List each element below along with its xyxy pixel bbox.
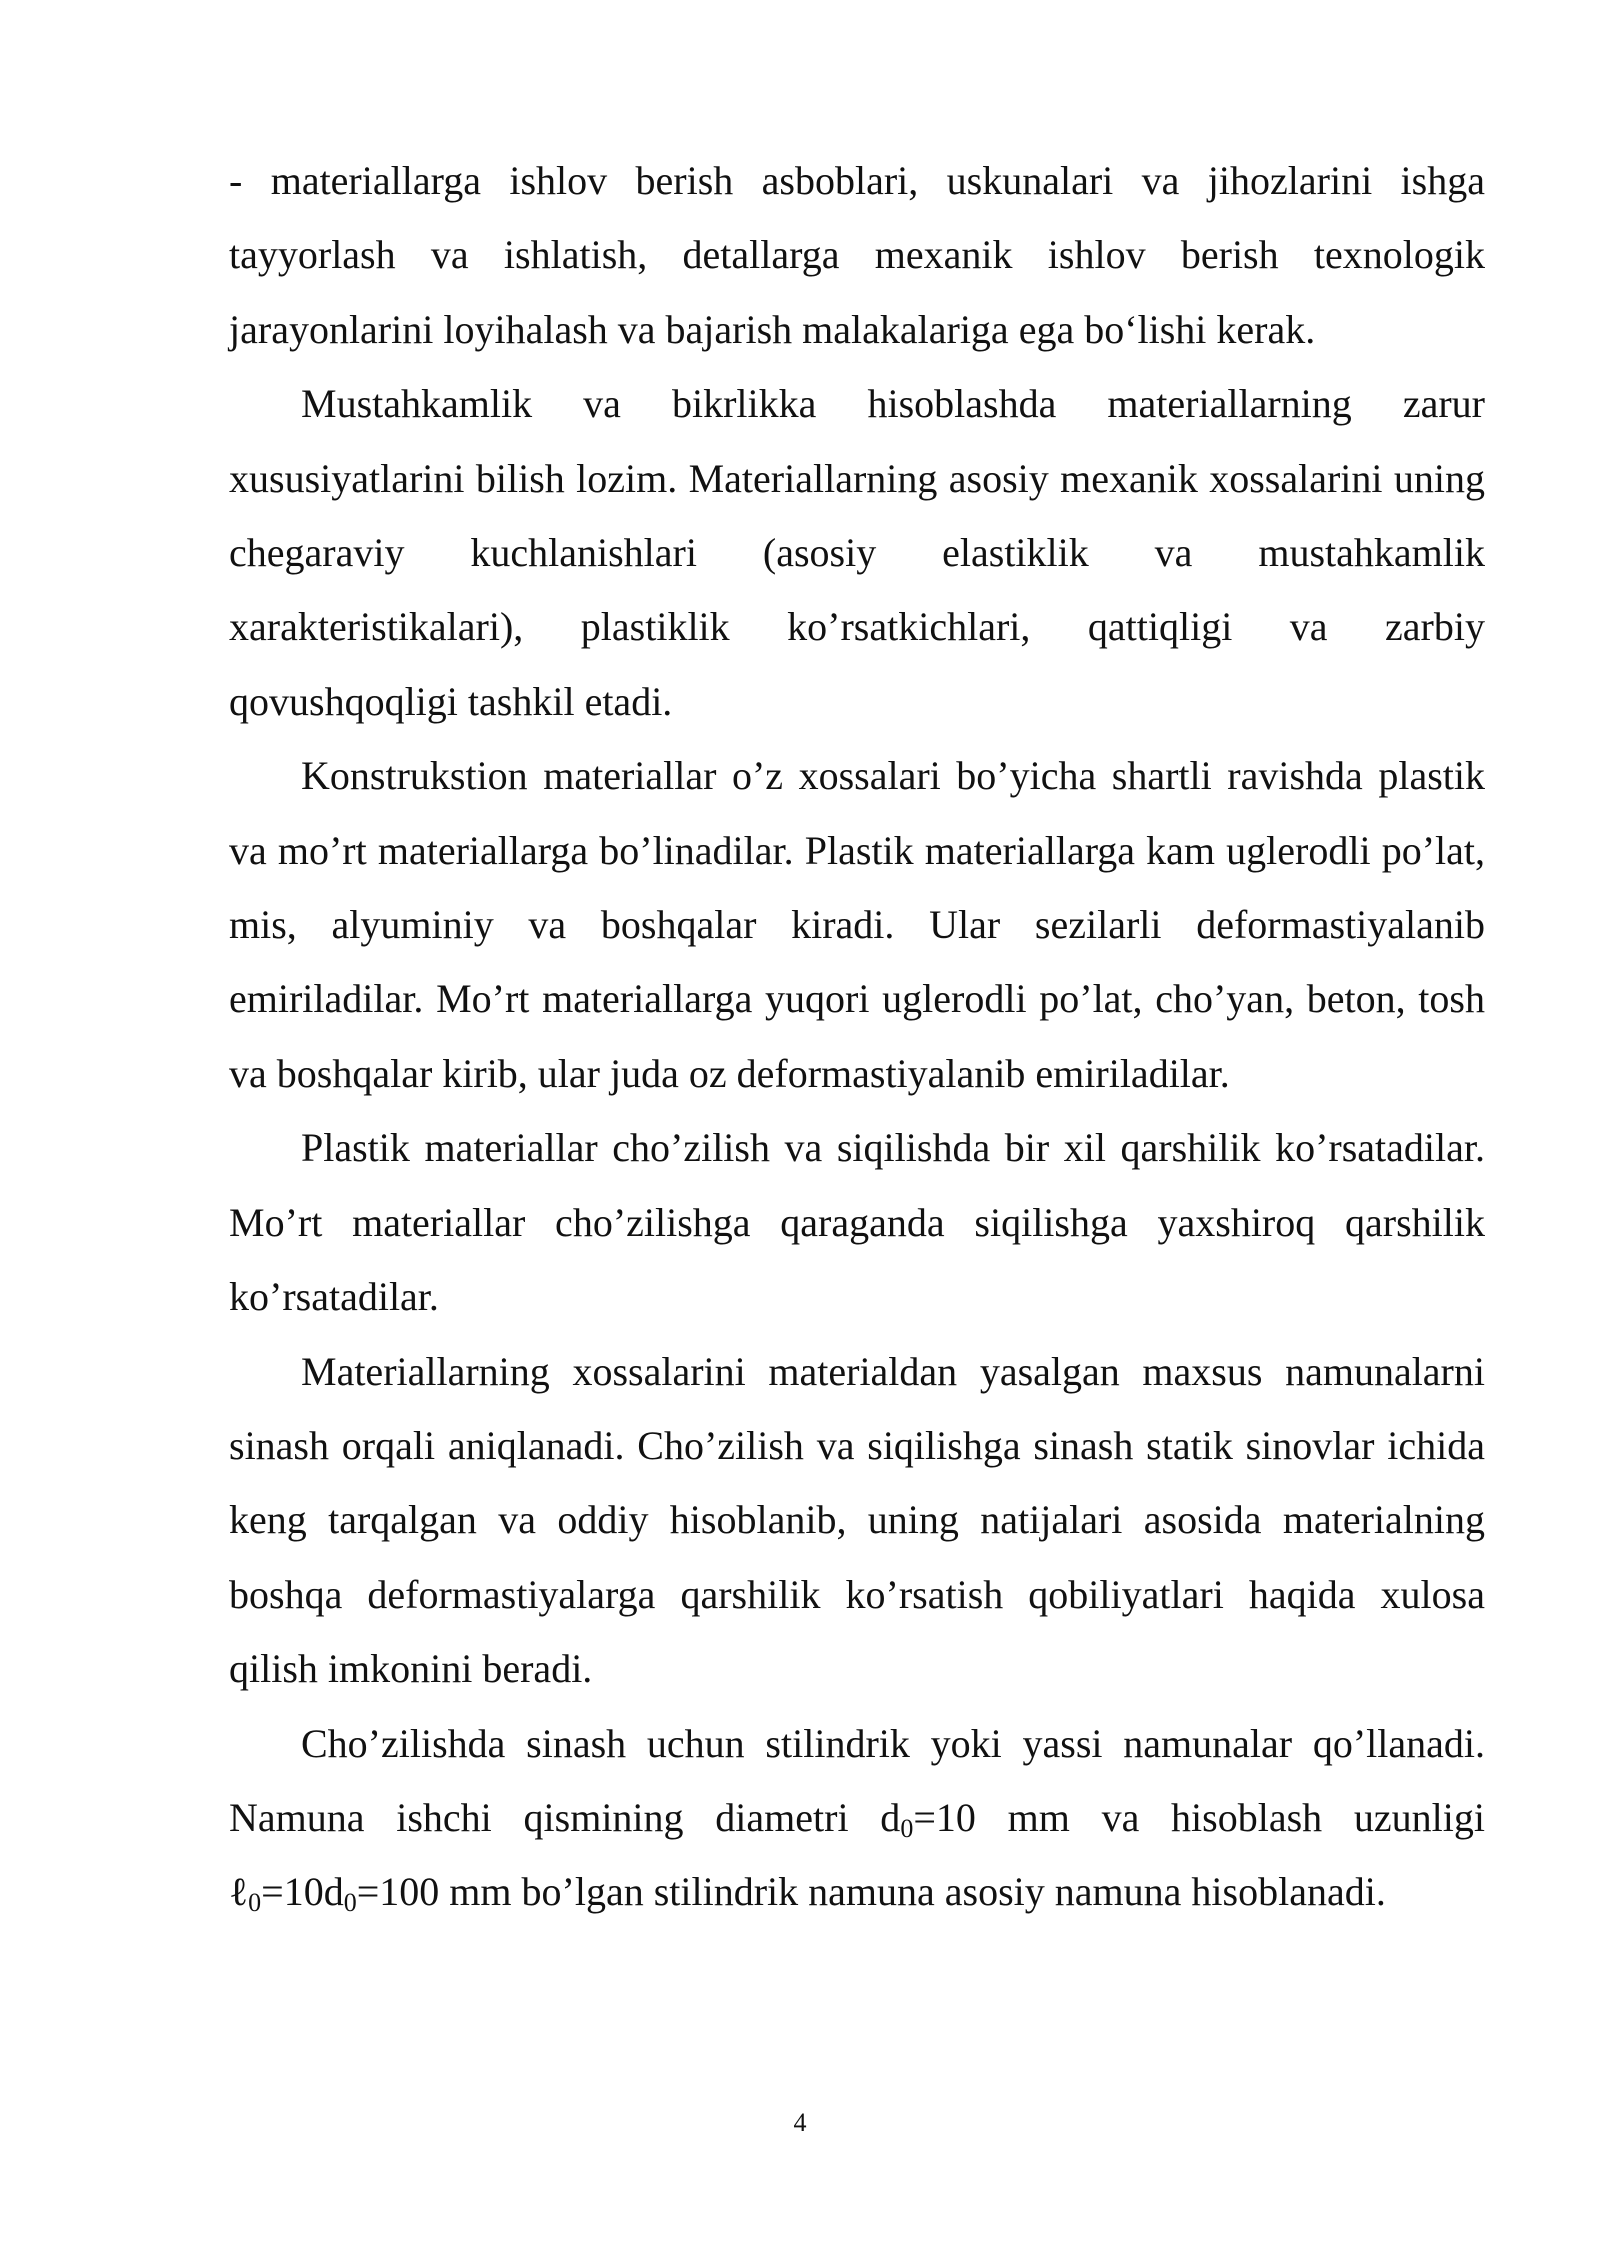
page-number: 4 bbox=[793, 2108, 807, 2137]
paragraph-6-part-4: =100 mm bo’lgan stilindrik namuna asosiy namuna hisoblanadi. bbox=[356, 1869, 1386, 1915]
paragraph-3: Konstrukstion materiallar o’z xossalari bo’yicha shartli ravishda plastik va mo’rt materiallarga bo’linadilar. Plastik materiallarga kam uglerodli po’lat, mis, alyuminiy va boshqalar kiradi. Ular sezilarli deformastiyalanib emiriladilar. Mo’rt materiallarga yuqori uglerodli po’lat, cho’yan, beton, tosh va boshqalar kirib, ular juda oz deformastiyalanib emiriladilar. bbox=[229, 753, 1485, 1096]
subscript-zero: 0 bbox=[248, 1888, 262, 1918]
ell-symbol: ℓ bbox=[229, 1869, 249, 1915]
paragraph-6-part-2: =10 mm va hisoblash uzunligi bbox=[913, 1794, 1486, 1840]
paragraph-4: Plastik materiallar cho’zilish va siqilishda bir xil qarshilik ko’rsatadilar. Mo’rt materiallar cho’zilishga qaraganda siqilishga yaxshiroq qarshilik ko’rsatadilar. bbox=[229, 1125, 1485, 1320]
paragraph-6 bbox=[229, 1707, 1485, 1930]
paragraph-5: Materiallarning xossalarini materialdan yasalgan maxsus namunalarni sinash orqali aniqlanadi. Cho’zilish va siqilishga sinash statik sinovlar ichida keng tarqalgan va oddiy hisoblanib, uning natijalari asosida materialning boshqa deformastiyalarga qarshilik ko’rsatish qobiliyatlari haqida xulosa qilish imkonini beradi. bbox=[229, 1348, 1485, 1692]
body-text bbox=[229, 144, 1485, 1930]
paragraph-6-part-1: Cho’zilishda sinash uchun stilindrik yoki yassi namunalar qo’llanadi. Namuna ishchi qismining diametri d bbox=[229, 1720, 1485, 1840]
paragraph-6-part-3: =10d bbox=[261, 1869, 344, 1915]
paragraph-1: - materiallarga ishlov berish asboblari, uskunalari va jihozlarini ishga tayyorlash va ishlatish, detallarga mexanik ishlov berish texnologik jarayonlarini loyihalash va bajarish malakalariga ega bo‘lishi kerak. bbox=[229, 158, 1485, 352]
paragraph-2: Mustahkamlik va bikrlikka hisoblashda materiallarning zarur xususiyatlarini bilish lozim. Materiallarning asosiy mexanik xossalarini uning chegaraviy kuchlanishlari (asosiy elastiklik va mustahkamlik xarakteristikalari), plastiklik ko’rsatkichlari, qattiqligi va zarbiy qovushqoqligi tashkil etadi. bbox=[229, 381, 1485, 724]
subscript-zero: 0 bbox=[343, 1888, 357, 1918]
subscript-zero: 0 bbox=[900, 1813, 914, 1843]
